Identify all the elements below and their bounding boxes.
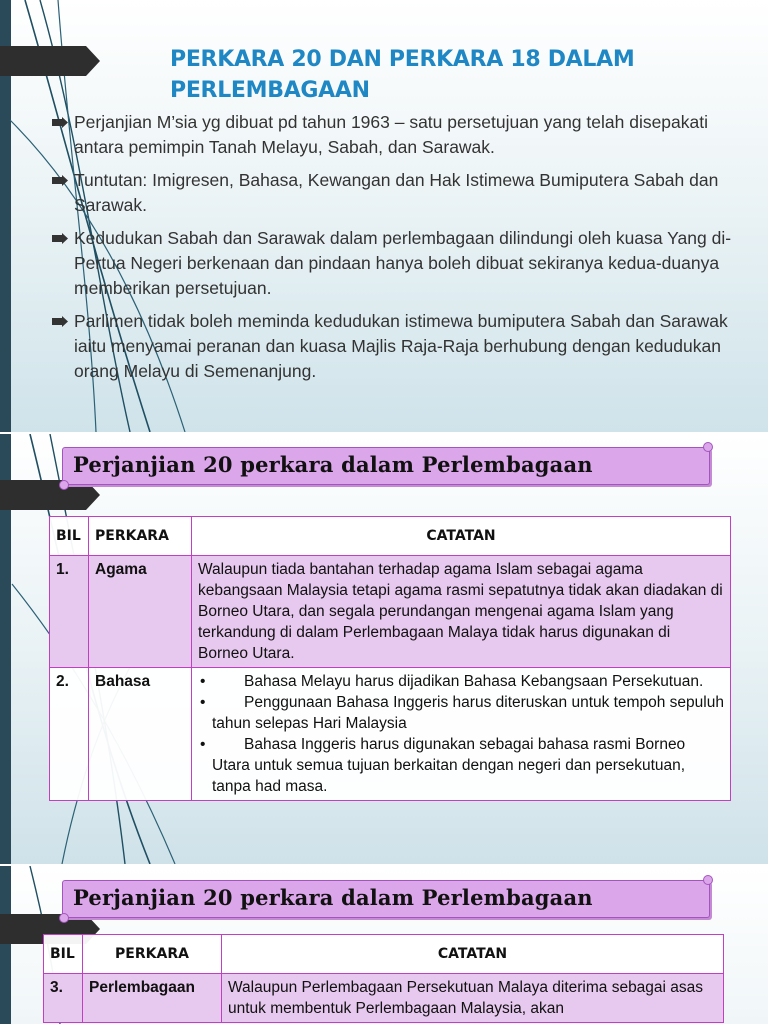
slide-2 [0,434,768,864]
scroll-curl-icon [703,875,713,885]
list-item: • Bahasa Melayu harus dijadikan Bahasa Kebangsaan Persekutuan. [198,671,724,692]
section-banner [62,447,710,485]
banner-title: Perjanjian 20 perkara dalam Perlembagaan [73,452,593,477]
cell-bil: 2. [50,668,89,801]
bullet-list [52,110,732,392]
list-item: • Bahasa Inggeris harus digunakan sebagai bahasa rasmi Borneo Utara untuk semua tujuan berkaitan dengan negeri dan persekutuan, tanpa had masa. [198,734,724,797]
cell-catatan: Walaupun Perlembagaan Persekutuan Malaya diterima sebagai asas untuk membentuk Perlembagaan Malaysia, akan [222,974,724,1023]
table-row [50,556,731,668]
cell-perkara: Agama [89,556,192,668]
scroll-curl-icon [59,913,69,923]
header-bil: BIL [44,935,83,974]
header-catatan: CATATAN [192,517,731,556]
arrow-bullet-icon [52,117,68,128]
catatan-list [198,671,724,797]
table-header-row [44,935,724,974]
arrow-bullet-icon [52,233,68,244]
header-perkara: PERKARA [83,935,222,974]
table-row [44,974,724,1023]
table-row [50,668,731,801]
bullet-item: Kedudukan Sabah dan Sarawak dalam perlembagaan dilindungi oleh kuasa Yang di-Pertua Negeri berkenaan dan pindaan hanya boleh dibuat sekiranya kedua-duanya memberikan persetujuan. [52,226,732,301]
perkara-table [43,934,724,1023]
cell-catatan [192,668,731,801]
bullet-item: Tuntutan: Imigresen, Bahasa, Kewangan dan Hak Istimewa Bumiputera Sabah dan Sarawak. [52,168,732,218]
banner-title: Perjanjian 20 perkara dalam Perlembagaan [73,885,593,910]
perkara-table [49,516,731,801]
section-banner [62,880,710,918]
cell-bil: 3. [44,974,83,1023]
bullet-item: Parlimen tidak boleh meminda kedudukan istimewa bumiputera Sabah dan Sarawak iaitu menyamai peranan dan kuasa Majlis Raja-Raja berhubung dengan kedudukan orang Melayu di Semenanjung. [52,309,732,384]
bullet-item: Perjanjian M’sia yg dibuat pd tahun 1963 – satu persetujuan yang telah disepakati antara pemimpin Tanah Melayu, Sabah, dan Sarawak. [52,110,732,160]
arrow-bullet-icon [52,316,68,327]
scroll-curl-icon [59,480,69,490]
list-item: • Penggunaan Bahasa Inggeris harus diteruskan untuk tempoh sepuluh tahun selepas Hari Malaysia [198,692,724,734]
header-perkara: PERKARA [89,517,192,556]
slide-title: PERKARA 20 DAN PERKARA 18 DALAM PERLEMBAGAAN [170,47,635,103]
slide-3 [0,866,768,1024]
slide-1 [0,0,768,432]
header-catatan: CATATAN [222,935,724,974]
cell-perkara: Bahasa [89,668,192,801]
arrow-tab [0,46,100,76]
cell-bil: 1. [50,556,89,668]
table-header-row [50,517,731,556]
arrow-bullet-icon [52,175,68,186]
cell-perkara: Perlembagaan [83,974,222,1023]
scroll-curl-icon [703,442,713,452]
header-bil: BIL [50,517,89,556]
cell-catatan: Walaupun tiada bantahan terhadap agama Islam sebagai agama kebangsaan Malaysia tetapi agama rasmi sepatutnya tidak akan diadakan di Borneo Utara, dan segala perundangan mengenai agama Islam yang terkandung di dalam Perlembagaan Malaya tidak harus digunakan di Borneo Utara. [192,556,731,668]
